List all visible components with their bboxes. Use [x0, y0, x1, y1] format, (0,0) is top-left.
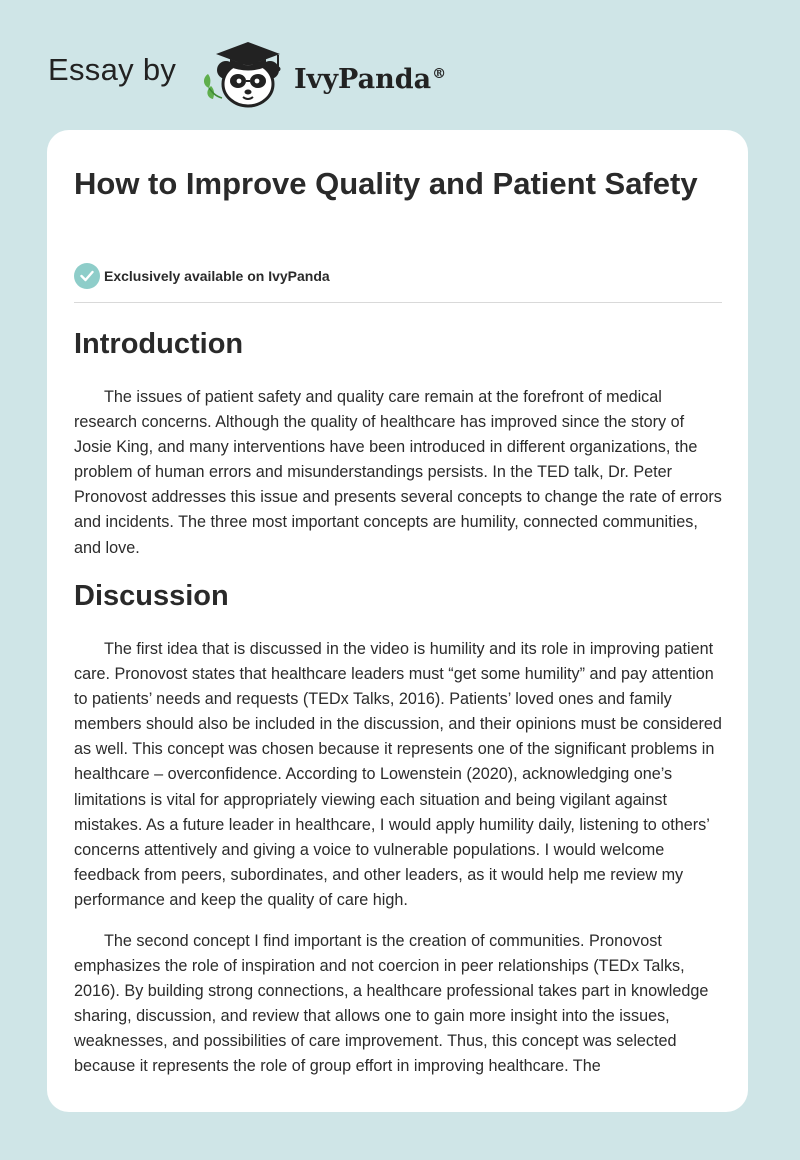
essay-title: How to Improve Quality and Patient Safety — [74, 166, 698, 201]
paragraph-introduction-1: The issues of patient safety and quality care remain at the forefront of medical research concerns. Although the quality of healthcare has improved since the story of Josie King, and many interventions have been introduced in different organizations, the problem of human errors and misunderstandings persists. In the TED talk, Dr. Peter Pronovost addresses this issue and presents several concepts to change the rate of errors and incidents. The three most important concepts are humility, connected communities, and love. — [74, 388, 722, 557]
brand-text: IvyPanda — [294, 64, 432, 95]
paragraph-discussion-2: The second concept I find important is the creation of communities. Pronovost emphasizes the role of inspiration and not coercion in peer relationships (TEDx Talks, 2016). By building strong connections, a healthcare professional takes part in knowledge sharing, discussion, and review that allows one to gain more insight into the issues, weaknesses, and possibilities of care improvement. Thus, this concept was selected because it represents the role of group effort in improving healthcare. The — [74, 932, 709, 1076]
exclusive-badge — [74, 263, 330, 289]
essay-by-label: Essay by — [48, 52, 177, 87]
check-badge-icon — [74, 263, 100, 289]
section-heading-discussion: Discussion — [74, 580, 229, 612]
exclusive-label: Exclusively available on IvyPanda — [104, 268, 330, 284]
paragraph-discussion-1: The first idea that is discussed in the video is humility and its role in improving patient care. Pronovost states that healthcare leaders must “get some humility” and pay attention to patients’ needs and requests (TEDx Talks, 2016). Patients’ loved ones and family members should also be included in the discussion, and their opinions must be considered as well. This concept was chosen because it represents one of the significant problems in healthcare – overconfidence. According to Lowenstein (2020), acknowledging one’s limitations is vital for appropriately viewing each situation and being vigilant against mistakes. As a future leader in healthcare, I would apply humility daily, listening to others’ concerns attentively and giving a voice to vulnerable populations. I would welcome feedback from peers, subordinates, and other leaders, as it would help me review my performance and keep the quality of care high. — [74, 640, 722, 909]
section-heading-introduction: Introduction — [74, 328, 244, 360]
brand-name[interactable] — [294, 56, 446, 98]
divider — [74, 302, 722, 303]
site-header — [0, 0, 800, 130]
essay-card — [47, 130, 748, 1112]
panda-graduate-logo-icon[interactable] — [200, 36, 292, 110]
registered-mark: ® — [432, 66, 447, 82]
